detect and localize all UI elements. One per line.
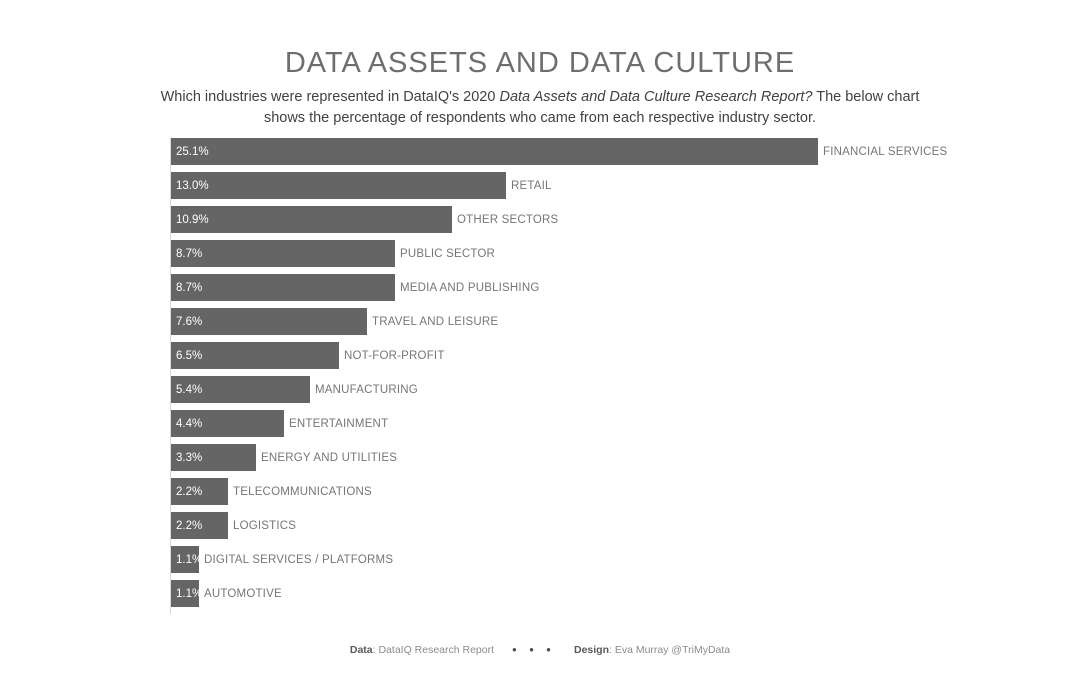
bar bbox=[171, 410, 284, 437]
footer-separator-dots: ● ● ● bbox=[512, 645, 556, 654]
bar bbox=[171, 274, 395, 301]
bar-row bbox=[171, 512, 1030, 539]
bar-category-label: DIGITAL SERVICES / PLATFORMS bbox=[204, 553, 394, 566]
bar-row bbox=[171, 478, 1030, 505]
bar-chart bbox=[170, 138, 1030, 614]
bar-value-label: 7.6% bbox=[176, 315, 203, 328]
bar bbox=[171, 478, 228, 505]
bar-category-label: OTHER SECTORS bbox=[457, 213, 559, 226]
bar-row bbox=[171, 376, 1030, 403]
bar-row bbox=[171, 138, 1030, 165]
footer-design-label: Design bbox=[573, 644, 609, 656]
bar-category-label: LOGISTICS bbox=[233, 519, 297, 532]
bar-category-label: MEDIA AND PUBLISHING bbox=[400, 281, 540, 294]
bar-category-label: TELECOMMUNICATIONS bbox=[233, 485, 372, 498]
bar-row bbox=[171, 410, 1030, 437]
bar bbox=[171, 172, 506, 199]
bar-row bbox=[171, 342, 1030, 369]
bar-category-label: AUTOMOTIVE bbox=[204, 587, 282, 600]
footer-data-label: Data bbox=[349, 644, 373, 656]
subtitle-text-end: The below chart shows the percentage of respondents who came from each respective industry sector. bbox=[263, 89, 920, 126]
bar bbox=[171, 444, 256, 471]
bar bbox=[171, 308, 367, 335]
bar-value-label: 4.4% bbox=[176, 417, 203, 430]
bar-category-label: ENERGY AND UTILITIES bbox=[261, 451, 398, 464]
bar-value-label: 1.1% bbox=[176, 587, 203, 600]
bar-row bbox=[171, 546, 1030, 573]
bar-value-label: 2.2% bbox=[176, 519, 203, 532]
bar-value-label: 3.3% bbox=[176, 451, 203, 464]
bar-value-label: 8.7% bbox=[176, 247, 203, 260]
bar-row bbox=[171, 444, 1030, 471]
bar bbox=[171, 580, 203, 607]
bar-row bbox=[171, 172, 1030, 199]
bar-category-label: NOT-FOR-PROFIT bbox=[344, 349, 445, 362]
bar bbox=[171, 342, 339, 369]
bar bbox=[171, 376, 310, 403]
bar-value-label: 13.0% bbox=[176, 179, 209, 192]
bar-category-label: PUBLIC SECTOR bbox=[400, 247, 496, 260]
bar-value-label: 2.2% bbox=[176, 485, 203, 498]
bar bbox=[171, 512, 228, 539]
bar bbox=[171, 240, 395, 267]
bar bbox=[171, 546, 203, 573]
bar-value-label: 1.1% bbox=[176, 553, 203, 566]
bar-category-label: MANUFACTURING bbox=[315, 383, 418, 396]
bar-row bbox=[171, 240, 1030, 267]
bar-value-label: 8.7% bbox=[176, 281, 203, 294]
bar bbox=[171, 206, 452, 233]
bar-value-label: 25.1% bbox=[176, 145, 209, 158]
footer-credits bbox=[0, 644, 1080, 656]
footer-data-value: : DataIQ Research Report bbox=[372, 644, 495, 656]
bar-value-label: 6.5% bbox=[176, 349, 203, 362]
bar-value-label: 10.9% bbox=[176, 213, 209, 226]
chart-subtitle bbox=[140, 87, 940, 128]
footer-design-value: : Eva Murray @TriMyData bbox=[609, 644, 731, 656]
bar-row bbox=[171, 308, 1030, 335]
bar-category-label: TRAVEL AND LEISURE bbox=[372, 315, 499, 328]
subtitle-report-name: Data Assets and Data Culture Research Report? bbox=[499, 89, 813, 105]
bar-category-label: ENTERTAINMENT bbox=[289, 417, 389, 430]
bar-row bbox=[171, 580, 1030, 607]
bar-row bbox=[171, 206, 1030, 233]
bar bbox=[171, 138, 818, 165]
bar-category-label: RETAIL bbox=[511, 179, 552, 192]
bar-row bbox=[171, 274, 1030, 301]
bar-value-label: 5.4% bbox=[176, 383, 203, 396]
subtitle-text: Which industries were represented in DataIQ's 2020 bbox=[160, 89, 500, 105]
page-title: DATA ASSETS AND DATA CULTURE bbox=[284, 47, 796, 79]
bar-category-label: FINANCIAL SERVICES bbox=[823, 145, 948, 158]
